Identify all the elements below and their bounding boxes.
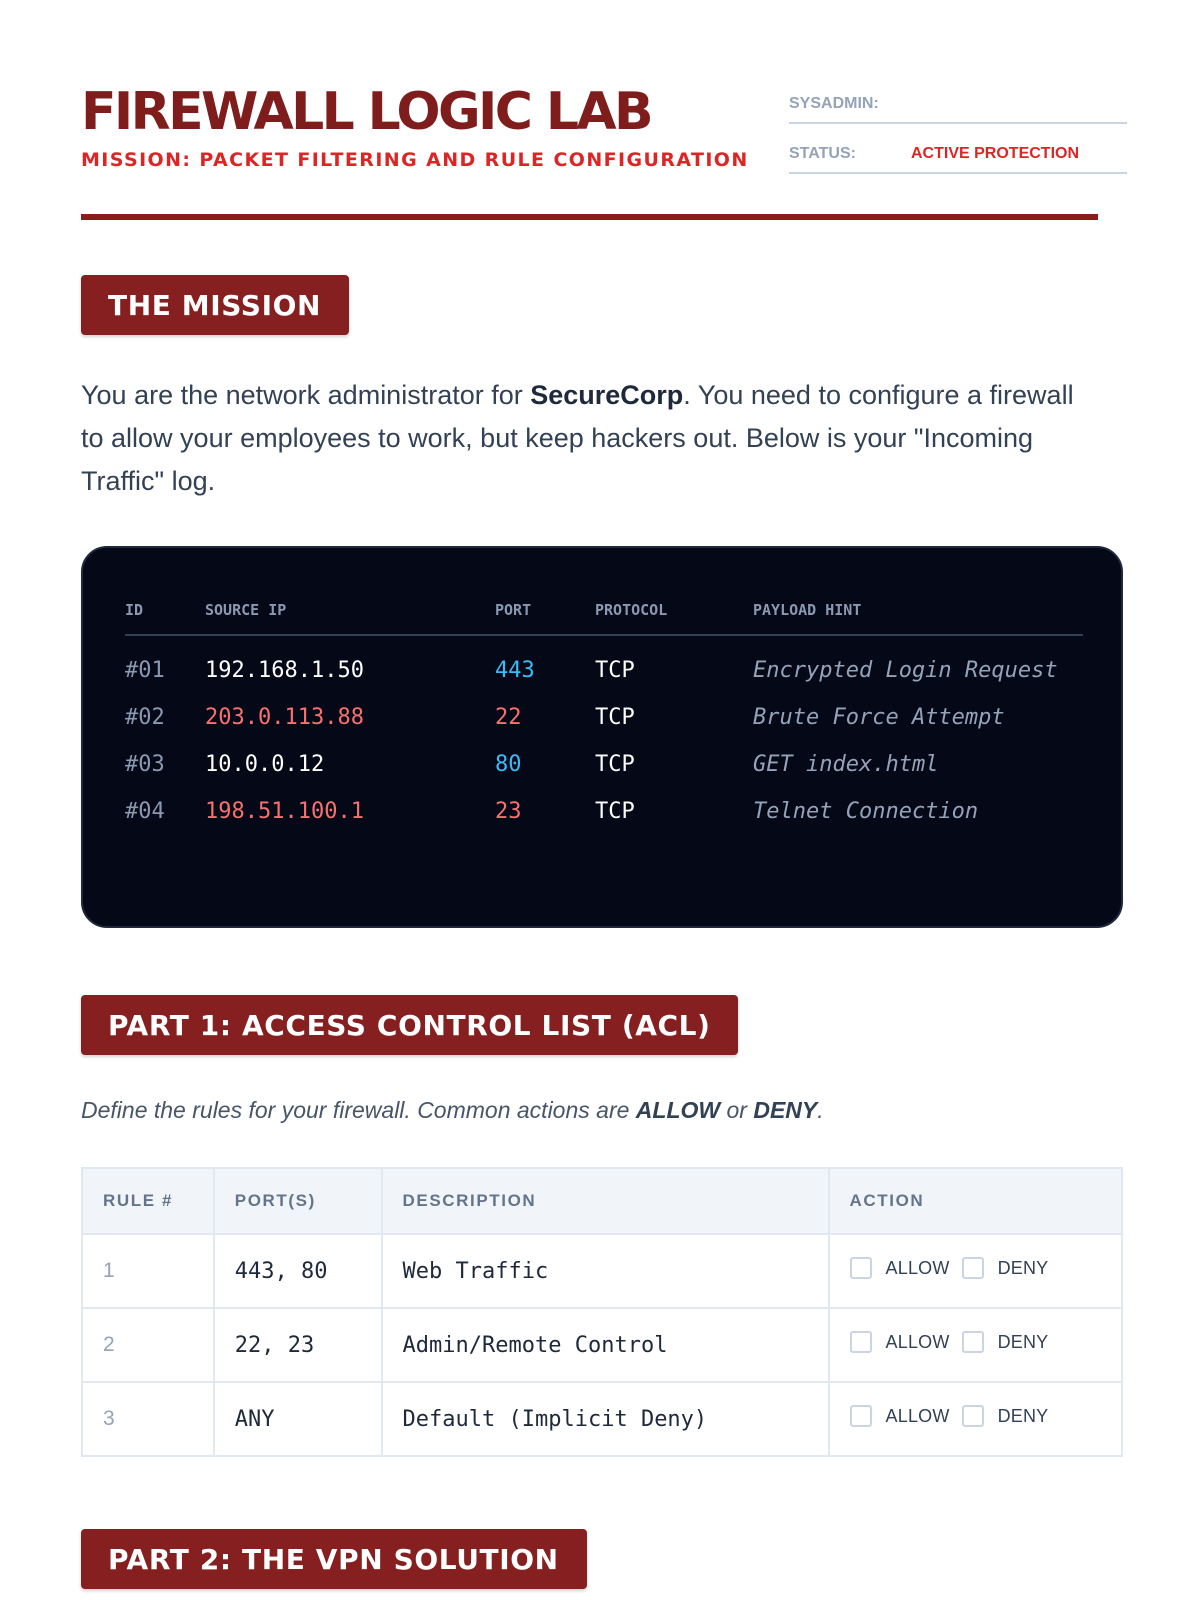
page-title: FIREWALL LOGIC LAB <box>81 82 652 142</box>
source-ip: 10.0.0.12 <box>205 752 325 777</box>
packet-id: #02 <box>125 705 165 730</box>
traffic-log-header <box>125 586 1083 636</box>
table-row <box>82 1234 1122 1308</box>
part1-heading: PART 1: ACCESS CONTROL LIST (ACL) <box>81 995 738 1055</box>
deny-option[interactable] <box>962 1257 1049 1279</box>
rule-description: Admin/Remote Control <box>382 1308 829 1382</box>
col-protocol: PROTOCOL <box>595 601 668 619</box>
header-divider <box>81 214 1098 220</box>
page-subtitle: MISSION: PACKET FILTERING AND RULE CONFIGURATION <box>81 149 749 171</box>
company-name: SecureCorp <box>530 380 684 410</box>
protocol: TCP <box>595 705 635 730</box>
deny-option[interactable] <box>962 1331 1049 1353</box>
acl-table <box>81 1167 1123 1457</box>
allow-checkbox[interactable] <box>850 1331 872 1353</box>
acl-note-end: . <box>817 1097 824 1123</box>
status-badge: ACTIVE PROTECTION <box>911 145 1080 162</box>
allow-checkbox[interactable] <box>850 1257 872 1279</box>
protocol: TCP <box>595 752 635 777</box>
packet-id: #03 <box>125 752 165 777</box>
deny-checkbox[interactable] <box>962 1331 984 1353</box>
col-action: ACTION <box>829 1168 1122 1234</box>
allow-label: ALLOW <box>885 1257 950 1278</box>
payload-hint: Encrypted Login Request <box>753 658 1058 683</box>
packet-id: #04 <box>125 799 165 824</box>
traffic-row <box>125 781 1083 828</box>
header <box>81 0 1098 220</box>
allow-option[interactable] <box>850 1257 950 1279</box>
traffic-row <box>125 734 1083 781</box>
col-id: ID <box>125 601 144 619</box>
col-payload-hint: PAYLOAD HINT <box>753 601 862 619</box>
part2-heading: PART 2: THE VPN SOLUTION <box>81 1529 587 1589</box>
rule-ports: ANY <box>214 1382 382 1456</box>
table-row <box>82 1308 1122 1382</box>
rule-action <box>829 1308 1122 1382</box>
traffic-row <box>125 687 1083 734</box>
deny-label: DENY <box>997 1257 1049 1278</box>
source-ip: 198.51.100.1 <box>205 799 364 824</box>
rule-action <box>829 1234 1122 1308</box>
deny-label: DENY <box>997 1405 1049 1426</box>
rule-ports: 443, 80 <box>214 1234 382 1308</box>
col-ports: PORT(S) <box>214 1168 382 1234</box>
acl-note-before: Define the rules for your firewall. Common actions are <box>81 1097 636 1123</box>
col-rule-number: RULE # <box>82 1168 214 1234</box>
port: 23 <box>495 799 522 824</box>
mission-text <box>81 374 1081 503</box>
allow-label: ALLOW <box>885 1331 950 1352</box>
mission-heading: THE MISSION <box>81 275 349 335</box>
acl-note-allow: ALLOW <box>635 1097 721 1123</box>
sysadmin-label: SYSADMIN: <box>789 95 879 112</box>
allow-option[interactable] <box>850 1405 950 1427</box>
sysadmin-field[interactable] <box>789 86 1127 124</box>
mission-text-after: . You need to configure a firewall to allow your employees to work, but keep hackers out. Below is your "Incoming Traffic" log. <box>81 380 1074 496</box>
table-row <box>82 1382 1122 1456</box>
payload-hint: Telnet Connection <box>753 799 979 824</box>
payload-hint: Brute Force Attempt <box>753 705 1005 730</box>
rule-description: Default (Implicit Deny) <box>382 1382 829 1456</box>
port: 22 <box>495 705 522 730</box>
acl-note-or: or <box>720 1097 754 1123</box>
traffic-row <box>125 636 1083 687</box>
traffic-log-table <box>125 586 1083 828</box>
rule-action <box>829 1382 1122 1456</box>
acl-note-deny: DENY <box>753 1097 818 1123</box>
rule-number: 3 <box>82 1382 214 1456</box>
port: 443 <box>495 658 535 683</box>
col-description: DESCRIPTION <box>382 1168 829 1234</box>
rule-description: Web Traffic <box>382 1234 829 1308</box>
allow-label: ALLOW <box>885 1405 950 1426</box>
deny-checkbox[interactable] <box>962 1405 984 1427</box>
deny-label: DENY <box>997 1331 1049 1352</box>
source-ip: 192.168.1.50 <box>205 658 364 683</box>
allow-option[interactable] <box>850 1331 950 1353</box>
port: 80 <box>495 752 522 777</box>
deny-checkbox[interactable] <box>962 1257 984 1279</box>
allow-checkbox[interactable] <box>850 1405 872 1427</box>
rule-number: 1 <box>82 1234 214 1308</box>
protocol: TCP <box>595 799 635 824</box>
acl-instructions <box>81 1097 824 1124</box>
mission-text-before: You are the network administrator for <box>81 380 531 410</box>
traffic-log-terminal <box>81 546 1123 928</box>
col-port: PORT <box>495 601 532 619</box>
payload-hint: GET index.html <box>753 752 939 777</box>
col-source-ip: SOURCE IP <box>205 601 287 619</box>
meta-panel <box>789 86 1127 174</box>
acl-header-row <box>82 1168 1122 1234</box>
rule-number: 2 <box>82 1308 214 1382</box>
deny-option[interactable] <box>962 1405 1049 1427</box>
status-label: STATUS: <box>789 145 856 162</box>
status-row <box>789 136 1127 174</box>
rule-ports: 22, 23 <box>214 1308 382 1382</box>
protocol: TCP <box>595 658 635 683</box>
source-ip: 203.0.113.88 <box>205 705 364 730</box>
packet-id: #01 <box>125 658 165 683</box>
